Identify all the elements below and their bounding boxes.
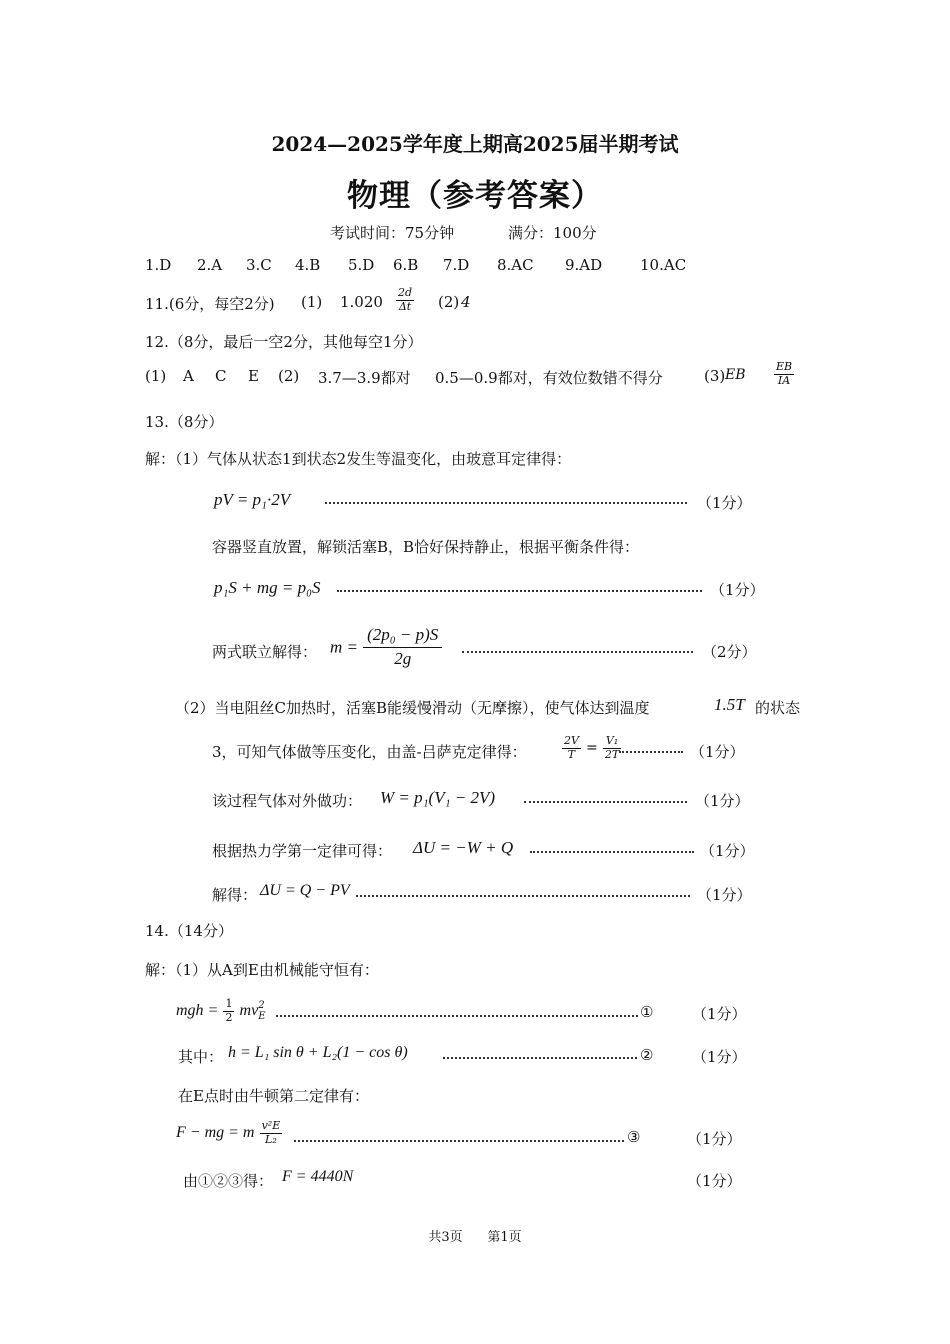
q12-heading: 12.（8分，最后一空2分，其他每空1分） (145, 333, 423, 351)
q11-part1-label: (1) (301, 293, 323, 311)
q13-points2: （1分） (710, 581, 765, 599)
exam-title: 2024—2025学年度上期高2025届半期考试 (271, 132, 679, 156)
q11-frac-denominator: Δt (398, 299, 412, 313)
q12-fraction (774, 361, 794, 387)
q13-eq6: W = p₁(V₁ − 2V) (380, 788, 496, 807)
mcq-answer-8: 8.AC (497, 256, 534, 274)
q13-eq1: pV = p₁·2V (214, 490, 291, 509)
q13-step4b: 的状态 (755, 699, 801, 717)
exam-subtitle: 物理（参考答案） (347, 178, 603, 214)
q14-heading: 14.（14分） (145, 922, 233, 940)
leader-dots (356, 895, 690, 897)
q13-step5: 3，可知气体做等压变化，由盖-吕萨克定律得： (212, 743, 527, 761)
q13-eq3 (330, 624, 442, 671)
page-footer (0, 1226, 950, 1245)
leader-dots (462, 651, 693, 653)
q14-eq2: h = L₁ sin θ + L₂(1 − cos θ) (228, 1044, 408, 1061)
leader-dots (530, 851, 694, 853)
q14-circle3: ③ (627, 1128, 641, 1146)
q13-step4a: （2）当电阻丝C加热时，活塞B能缓慢滑动（无摩擦），使气体达到温度 (175, 699, 650, 717)
q12-range2: 0.5—0.9都对，有效位数错不得分 (435, 369, 663, 387)
q13-points7: （1分） (700, 842, 755, 860)
q14-step4: 由①②③得： (183, 1172, 274, 1190)
mcq-answer-3: 3.C (246, 256, 272, 274)
leader-dots (276, 1015, 638, 1017)
q14-eq3-lhs: F − mg = m (176, 1124, 255, 1142)
q11-heading: 11.(6分，每空2分) (145, 295, 275, 313)
leader-dots (325, 502, 687, 504)
q13-eq3-numerator: (2p₀ − p)S (363, 624, 442, 648)
leader-dots (294, 1140, 624, 1142)
q13-step2: 容器竖直放置，解锁活塞B，B恰好保持静止，根据平衡条件得： (212, 538, 640, 556)
q13-heading: 13.（8分） (145, 413, 224, 431)
q13-points3: （2分） (702, 643, 757, 661)
q12-answer-c: C (215, 367, 227, 385)
q13-step7: 根据热力学第一定律可得： (212, 842, 393, 860)
exam-time: 考试时间：75分钟 (330, 224, 455, 242)
q12-answer-e: E (248, 367, 259, 385)
q13-eq5-d2: 2T (604, 747, 620, 761)
q14-circle1: ① (640, 1003, 654, 1021)
q14-eq1-frac-n: 1 (225, 997, 233, 1010)
q11-frac-numerator: 2d (398, 286, 413, 299)
q12-frac-denominator: IA (777, 373, 791, 387)
q11-part2-label: (2) (438, 293, 460, 311)
leader-dots (337, 590, 702, 592)
q13-points5: （1分） (690, 743, 745, 761)
q14-eq1-frac-d: 2 (225, 1010, 233, 1024)
q12-part2-label: (2) (278, 367, 300, 385)
q14-step1: 解：（1）从A到E由机械能守恒有： (145, 961, 379, 979)
leader-dots (619, 751, 683, 753)
q12-range1: 3.7—3.9都对 (318, 369, 411, 387)
leader-dots (443, 1057, 637, 1059)
q12-part3-label: (3) (704, 367, 726, 385)
footer-total-pages: 共3页 (428, 1230, 463, 1245)
q13-eq5-equals: = (586, 740, 598, 757)
q14-points2: （1分） (692, 1048, 747, 1066)
q13-step8: 解得： (212, 886, 258, 904)
q14-eq1-lhs: mgh = (176, 1002, 219, 1020)
mcq-answer-1: 1.D (145, 256, 172, 274)
q14-eq3-frac-d: L₂ (265, 1132, 277, 1146)
q13-step6: 该过程气体对外做功： (212, 792, 363, 810)
q14-eq1-sub: E (258, 1011, 266, 1023)
q13-eq5 (562, 735, 621, 761)
q14-points3: （1分） (687, 1130, 742, 1148)
q13-points8: （1分） (697, 886, 752, 904)
q13-eq8: ΔU = Q − PV (260, 882, 350, 899)
q13-temperature: 1.5T (714, 695, 745, 714)
q12-part1-label: (1) (145, 367, 167, 385)
exam-score: 满分：100分 (508, 224, 597, 242)
q14-circle2: ② (640, 1046, 654, 1064)
q14-eq1 (176, 998, 266, 1024)
q12-answer-a: A (183, 367, 194, 385)
q13-eq5-n2: V₁ (603, 735, 621, 749)
q12-frac-numerator: EB (776, 360, 793, 373)
q14-eq3 (176, 1120, 282, 1146)
q14-eq1-mv: mv (239, 1002, 259, 1020)
q13-eq3-denominator: 2g (394, 648, 412, 668)
mcq-answer-4: 4.B (295, 256, 321, 274)
q14-points1: （1分） (692, 1005, 747, 1023)
mcq-answer-6: 6.B (393, 256, 419, 274)
q13-eq5-d1: T (567, 747, 576, 761)
q13-eq2: p₁S + mg = p₀S (214, 578, 321, 597)
leader-dots (524, 801, 687, 803)
q13-eq3-lhs: m = (330, 637, 358, 657)
footer-page-number: 第1页 (487, 1230, 522, 1245)
q13-points1: （1分） (697, 494, 752, 512)
mcq-answer-9: 9.AD (565, 256, 603, 274)
q14-eq1-sup: 2 (258, 1000, 265, 1012)
q13-points6: （1分） (695, 792, 750, 810)
mcq-answer-10: 10.AC (640, 256, 687, 274)
q12-eb: EB (725, 367, 746, 383)
q14-step3: 在E点时由牛顿第二定律有： (178, 1087, 369, 1105)
q13-step3: 两式联立解得： (212, 643, 318, 661)
q14-eq3-frac-n: v²E (261, 1119, 281, 1132)
q14-points4: （1分） (687, 1172, 742, 1190)
mcq-answer-7: 7.D (443, 256, 470, 274)
q11-part1-value: 1.020 (340, 293, 383, 311)
q14-eq4: F = 4440N (282, 1168, 354, 1185)
q11-part2-value: 4 (461, 293, 471, 311)
mcq-answer-2: 2.A (197, 256, 223, 274)
q14-step2: 其中： (178, 1048, 224, 1066)
q13-step1: 解：（1）气体从状态1到状态2发生等温变化，由玻意耳定律得： (145, 450, 572, 468)
q13-eq5-n1: 2V (564, 734, 579, 747)
mcq-answer-5: 5.D (348, 256, 375, 274)
q11-fraction (396, 287, 414, 313)
q13-eq7: ΔU = −W + Q (413, 838, 514, 857)
